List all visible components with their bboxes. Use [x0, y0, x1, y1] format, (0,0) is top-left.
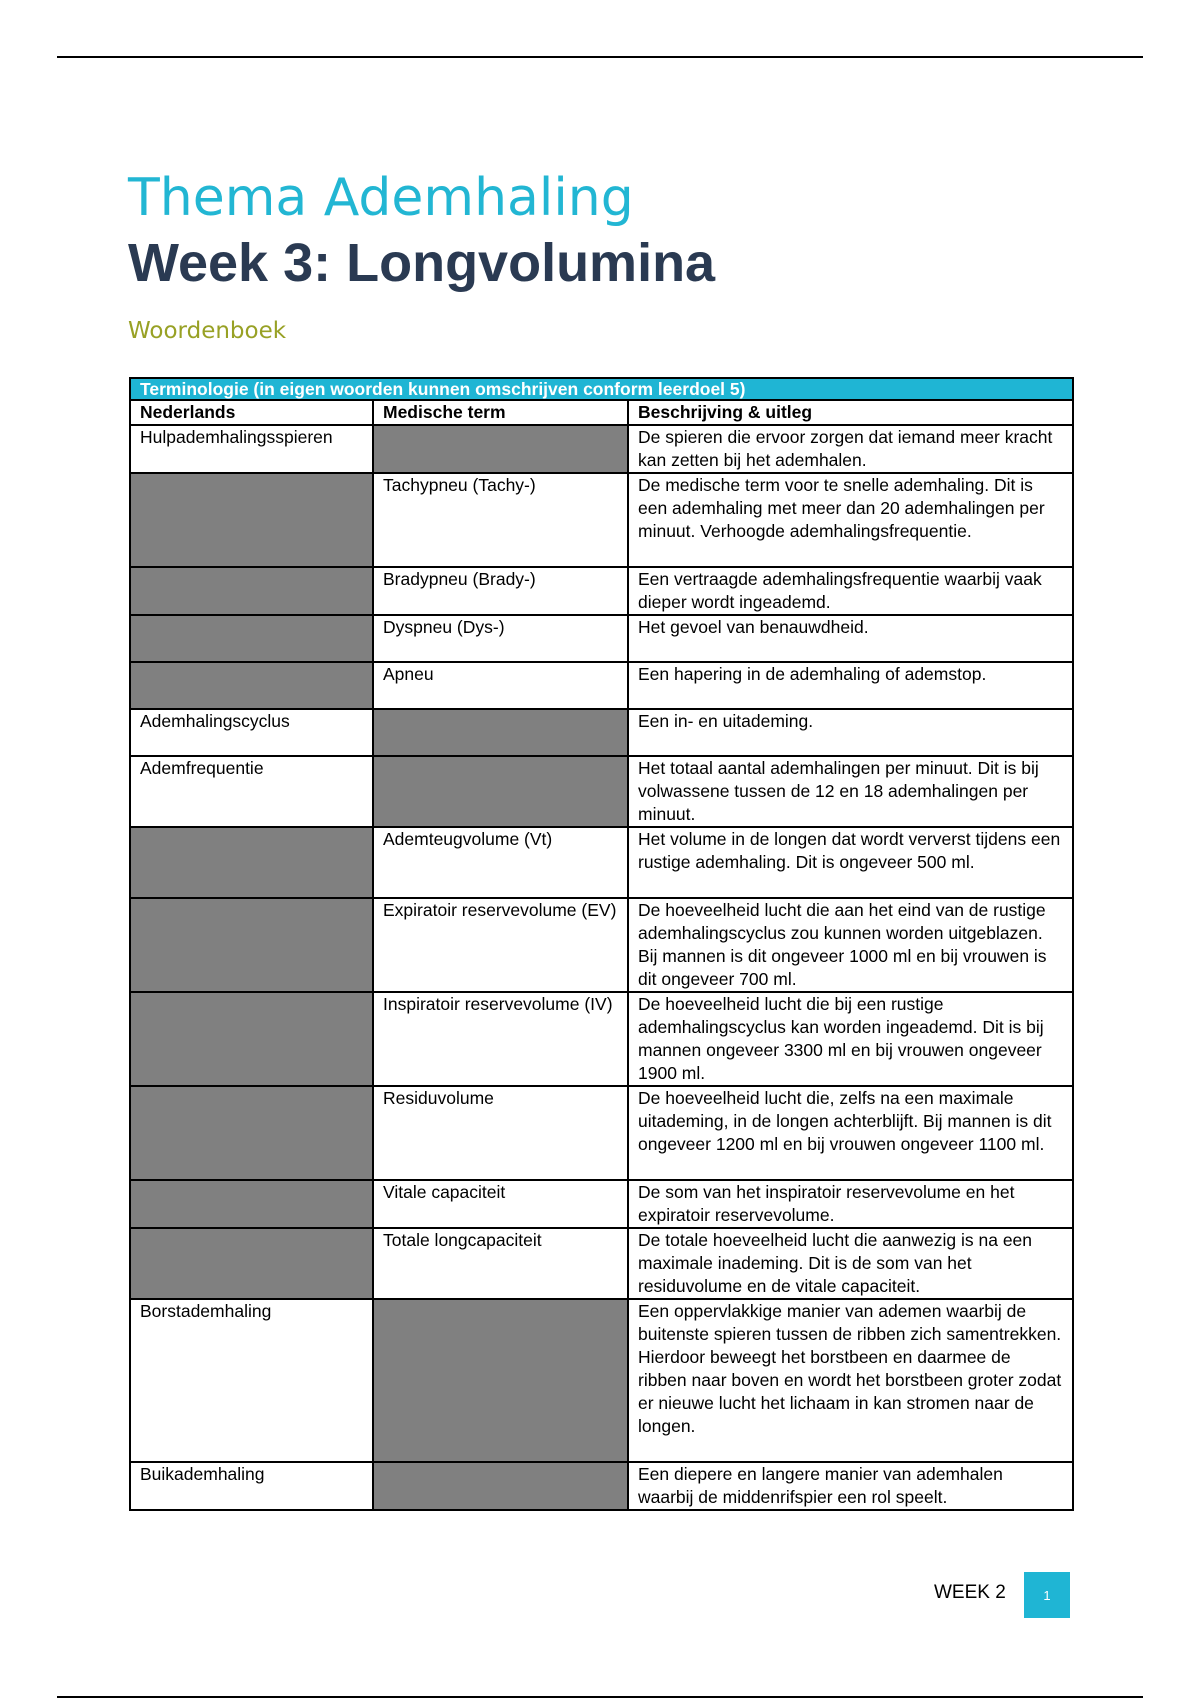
cell-nederlands	[130, 473, 373, 567]
cell-beschrijving: De totale hoeveelheid lucht die aanwezig is na een maximale inademing. Dit is de som van het residuvolume en de vitale capaciteit.	[628, 1228, 1073, 1299]
cell-medische-term	[373, 1299, 628, 1462]
cell-beschrijving: Een diepere en langere manier van ademhalen waarbij de middenrifspier een rol speelt.	[628, 1462, 1073, 1510]
cell-medische-term	[373, 425, 628, 473]
table-row	[130, 1462, 1073, 1510]
cell-nederlands	[130, 567, 373, 615]
cell-medische-term: Apneu	[373, 662, 628, 709]
table-banner-row	[130, 378, 1073, 400]
table-header-row	[130, 400, 1073, 425]
table-row	[130, 756, 1073, 827]
page-number-badge: 1	[1024, 1572, 1070, 1618]
cell-beschrijving: De medische term voor te snelle ademhaling. Dit is een ademhaling met meer dan 20 ademhalingen per minuut. Verhoogde ademhalingsfrequentie.	[628, 473, 1073, 567]
cell-medische-term: Bradypneu (Brady-)	[373, 567, 628, 615]
table-row	[130, 709, 1073, 756]
cell-nederlands: Ademhalingscyclus	[130, 709, 373, 756]
table-row	[130, 992, 1073, 1086]
cell-beschrijving: Een in- en uitademing.	[628, 709, 1073, 756]
table-row	[130, 662, 1073, 709]
terminology-table	[129, 377, 1074, 1511]
cell-medische-term	[373, 1462, 628, 1510]
table-row	[130, 1086, 1073, 1180]
cell-nederlands: Ademfrequentie	[130, 756, 373, 827]
footer-rule	[57, 1696, 1143, 1698]
table-row	[130, 1228, 1073, 1299]
cell-medische-term	[373, 756, 628, 827]
cell-beschrijving: De spieren die ervoor zorgen dat iemand meer kracht kan zetten bij het ademhalen.	[628, 425, 1073, 473]
cell-medische-term: Ademteugvolume (Vt)	[373, 827, 628, 898]
header-rule	[57, 56, 1143, 58]
table-row	[130, 473, 1073, 567]
section-heading: Woordenboek	[128, 318, 287, 344]
cell-medische-term: Vitale capaciteit	[373, 1180, 628, 1228]
table-row	[130, 425, 1073, 473]
table-row	[130, 567, 1073, 615]
table-row	[130, 1299, 1073, 1462]
cell-nederlands: Buikademhaling	[130, 1462, 373, 1510]
cell-medische-term: Totale longcapaciteit	[373, 1228, 628, 1299]
column-header-beschrijving: Beschrijving & uitleg	[628, 400, 1073, 425]
cell-beschrijving: Een vertraagde ademhalingsfrequentie waarbij vaak dieper wordt ingeademd.	[628, 567, 1073, 615]
cell-nederlands: Borstademhaling	[130, 1299, 373, 1462]
cell-nederlands	[130, 992, 373, 1086]
document-title: Thema Ademhaling	[128, 168, 634, 228]
document-subtitle: Week 3: Longvolumina	[128, 233, 716, 293]
cell-nederlands	[130, 898, 373, 992]
cell-beschrijving: Een hapering in de ademhaling of ademstop.	[628, 662, 1073, 709]
cell-beschrijving: De hoeveelheid lucht die bij een rustige ademhalingscyclus kan worden ingeademd. Dit is bij mannen ongeveer 3300 ml en bij vrouwen ongeveer 1900 ml.	[628, 992, 1073, 1086]
cell-medische-term: Expiratoir reservevolume (EV)	[373, 898, 628, 992]
table-row	[130, 898, 1073, 992]
footer-week-label: WEEK 2	[934, 1582, 1006, 1603]
cell-medische-term	[373, 709, 628, 756]
cell-medische-term: Inspiratoir reservevolume (IV)	[373, 992, 628, 1086]
cell-beschrijving: Een oppervlakkige manier van ademen waarbij de buitenste spieren tussen de ribben zich samentrekken. Hierdoor beweegt het borstbeen en daarmee de ribben naar boven en wordt het borstbeen groter zodat er nieuwe lucht het lichaam in kan stromen naar de longen.	[628, 1299, 1073, 1462]
cell-nederlands	[130, 1180, 373, 1228]
cell-beschrijving: Het totaal aantal ademhalingen per minuut. Dit is bij volwassene tussen de 12 en 18 ademhalingen per minuut.	[628, 756, 1073, 827]
cell-nederlands: Hulpademhalingsspieren	[130, 425, 373, 473]
cell-medische-term: Tachypneu (Tachy-)	[373, 473, 628, 567]
cell-beschrijving: De hoeveelheid lucht die aan het eind van de rustige ademhalingscyclus zou kunnen worden uitgeblazen. Bij mannen is dit ongeveer 1000 ml en bij vrouwen is dit ongeveer 700 ml.	[628, 898, 1073, 992]
cell-beschrijving: Het gevoel van benauwdheid.	[628, 615, 1073, 662]
cell-beschrijving: Het volume in de longen dat wordt ververst tijdens een rustige ademhaling. Dit is ongeveer 500 ml.	[628, 827, 1073, 898]
table-row	[130, 615, 1073, 662]
cell-medische-term: Residuvolume	[373, 1086, 628, 1180]
cell-beschrijving: De hoeveelheid lucht die, zelfs na een maximale uitademing, in de longen achterblijft. Bij mannen is dit ongeveer 1200 ml en bij vrouwen ongeveer 1100 ml.	[628, 1086, 1073, 1180]
table-row	[130, 1180, 1073, 1228]
table-banner: Terminologie (in eigen woorden kunnen omschrijven conform leerdoel 5)	[130, 378, 1073, 400]
cell-medische-term: Dyspneu (Dys-)	[373, 615, 628, 662]
cell-nederlands	[130, 1228, 373, 1299]
column-header-medische-term: Medische term	[373, 400, 628, 425]
cell-nederlands	[130, 827, 373, 898]
cell-nederlands	[130, 615, 373, 662]
column-header-nederlands: Nederlands	[130, 400, 373, 425]
cell-nederlands	[130, 662, 373, 709]
cell-beschrijving: De som van het inspiratoir reservevolume en het expiratoir reservevolume.	[628, 1180, 1073, 1228]
table-row	[130, 827, 1073, 898]
cell-nederlands	[130, 1086, 373, 1180]
